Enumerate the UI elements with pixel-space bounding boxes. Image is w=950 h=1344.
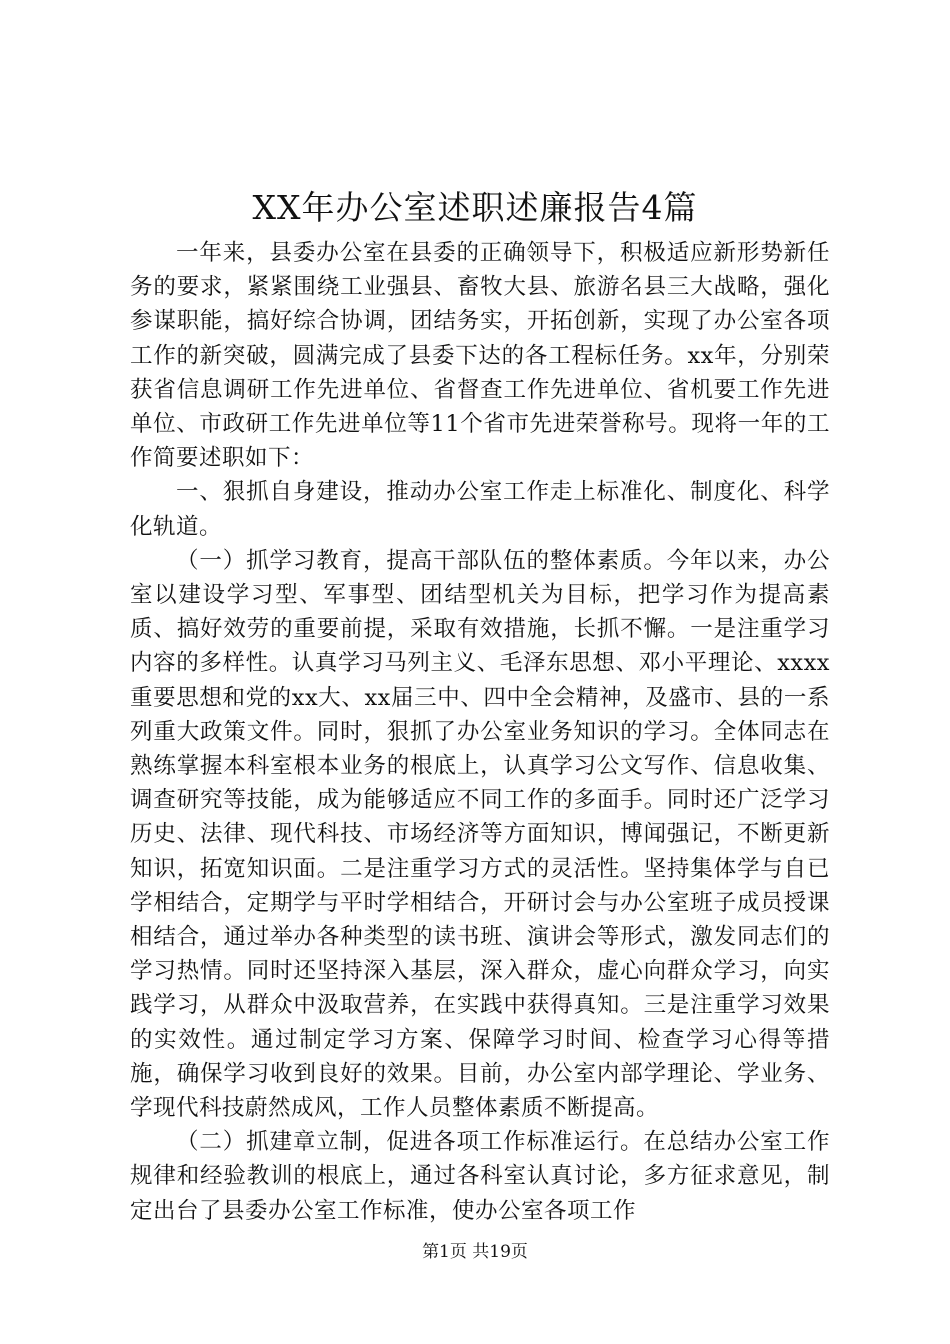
paragraph-section-1-heading: 一、狠抓自身建设，推动办公室工作走上标准化、制度化、科学化轨道。	[130, 479, 830, 540]
paragraph-subsection-1: （一）抓学习教育，提高干部队伍的整体素质。今年以来，办公室以建设学习型、军事型、团结型机关为目标，把学习作为提高素质、搞好效劳的重要前提，采取有效措施，长抓不懈。一是注重学习内容的多样性。认真学习马列主义、毛泽东思想、邓小平理论、xxxx重要思想和党的xx大、xx届三中、四中全会精神，及盛市、县的一系列重大政策文件。同时，狠抓了办公室业务知识的学习。全体同志在熟练掌握本科室根本业务的根底上，认真学习公文写作、信息收集、调查研究等技能，成为能够适应不同工作的多面手。同时还广泛学习历史、法律、现代科技、市场经济等方面知识，博闻强记，不断更新知识，拓宽知识面。二是注重学习方式的灵活性。坚持集体学与自已学相结合，定期学与平时学相结合，开研讨会与办公室班子成员授课相结合，通过举办各种类型的读书班、演讲会等形式，激发同志们的学习热情。同时还坚持深入基层，深入群众，虚心向群众学习，向实践学习，从群众中汲取营养，在实践中获得真知。三是注重学习效果的实效性。通过制定学习方案、保障学习时间、检查学习心得等措施，确保学习收到良好的效果。目前，办公室内部学理论、学业务、学现代科技蔚然成风，工作人员整体素质不断提高。	[130, 547, 830, 1122]
document-body	[130, 236, 830, 1228]
page-number-footer: 第1页 共19页	[422, 1242, 528, 1262]
paragraph-subsection-2: （二）抓建章立制，促进各项工作标准运行。在总结办公室工作规律和经验教训的根底上，通过各科室认真讨论，多方征求意见，制定出台了县委办公室工作标准，使办公室各项工作	[130, 1129, 830, 1224]
document-title: XX年办公室述职述廉报告4篇	[252, 188, 698, 227]
paragraph-intro: 一年来，县委办公室在县委的正确领导下，积极适应新形势新任务的要求，紧紧围绕工业强县、畜牧大县、旅游名县三大战略，强化参谋职能，搞好综合协调，团结务实，开拓创新，实现了办公室各项工作的新突破，圆满完成了县委下达的各工程标任务。xx年，分别荣获省信息调研工作先进单位、省督查工作先进单位、省机要工作先进单位、市政研工作先进单位等11个省市先进荣誉称号。现将一年的工作简要述职如下：	[130, 240, 830, 472]
